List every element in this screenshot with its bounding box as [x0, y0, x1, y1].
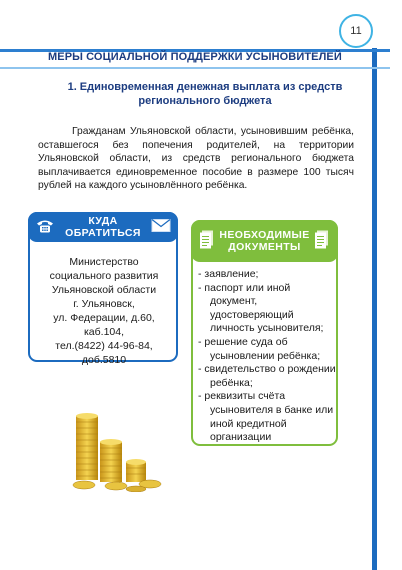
intro-paragraph: Гражданам Ульяновской области, усыновившим ребёнка, оставшегося без попечения родителей, на территории Ульяновской области, из средств регионального бюджета выплачивается единовременное пособие в размере 100 тысяч рублей на каждого усыновлённого ребёнка.	[38, 126, 354, 192]
contact-line: социального развития	[49, 270, 159, 282]
document-item: - паспорт или иной документ, удостоверяющий личность усыновителя;	[198, 281, 324, 335]
contact-details	[36, 255, 172, 367]
contact-line: доб.5810	[81, 354, 127, 366]
document-item: - свидетельство о рождении ребёнка;	[198, 363, 336, 389]
contact-line: Министерство	[69, 256, 139, 268]
header-title: МЕРЫ СОЦИАЛЬНОЙ ПОДДЕРЖКИ УСЫНОВИТЕЛЕЙ	[48, 51, 342, 63]
contact-tab	[28, 212, 178, 242]
contact-line: тел.(8422) 44-96-84,	[55, 340, 153, 352]
document-item: - реквизиты счёта усыновителя в банке или иной кредитной организации	[198, 390, 334, 444]
header-line-bottom	[0, 67, 390, 69]
document-item: - решение суда об усыновлении ребёнка;	[198, 335, 321, 362]
section-title: 1. Единовременная денежная выплата из средств регионального бюджета	[67, 81, 343, 107]
documents-tab-label: НЕОБХОДИМЫЕ ДОКУМЕНТЫ	[219, 229, 310, 253]
coins-illustration	[70, 412, 165, 497]
contact-line: ул. Федерации, д.60,	[53, 312, 155, 324]
envelope-icon	[151, 219, 171, 236]
contact-line: каб.104,	[83, 326, 125, 338]
phone-icon	[35, 218, 55, 237]
document-item: - заявление;	[198, 268, 259, 280]
page-number: 11	[339, 14, 373, 48]
contact-tab-label: КУДА ОБРАТИТЬСЯ	[65, 215, 141, 239]
documents-list	[198, 268, 336, 445]
side-rail	[372, 48, 377, 570]
documents-tab	[191, 220, 338, 262]
contact-line: Ульяновской области	[51, 284, 157, 296]
document-icon	[199, 230, 215, 253]
contact-line: г. Ульяновск,	[73, 298, 135, 310]
document-icon	[314, 230, 330, 253]
